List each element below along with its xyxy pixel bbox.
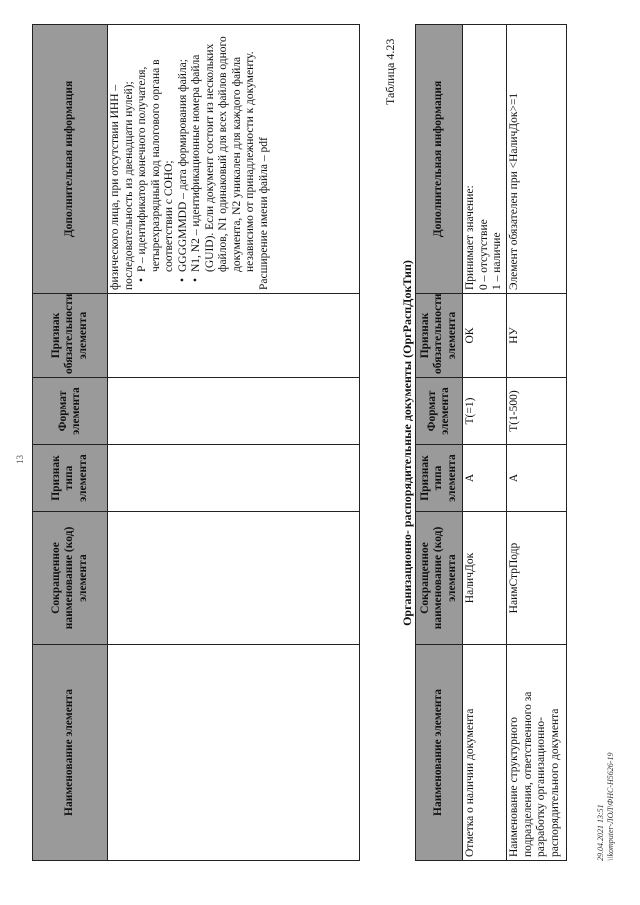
table-row	[507, 25, 567, 861]
cell-type: А	[507, 445, 567, 512]
info-bullet-n: • N1, N2 – идентификационные номера файла (GUID). Если документ состоит из нескольких файлов, N1 одинаковый для всех файлов одного документа, N2 уникален для каждого файла независимо от принадлежности к документу.	[190, 28, 258, 280]
table-row	[463, 25, 507, 861]
cell-info	[507, 25, 567, 294]
info-intro: физического лица, при отсутствии ИНН – последовательность из двенадцати нулей);	[109, 81, 135, 290]
table-row	[108, 25, 360, 861]
header-element-code: Сокращенное наименование (код) элемента	[416, 512, 463, 645]
table-org-docs	[415, 24, 567, 861]
header-element-required: Признак обязательности элемента	[416, 294, 463, 378]
header-element-name: Наименование элемента	[416, 645, 463, 861]
header-element-name: Наименование элемента	[33, 645, 108, 861]
header-element-required: Признак обязательности элемента	[33, 294, 108, 378]
info-line: 1 – наличие	[491, 232, 503, 290]
cell-info	[463, 25, 507, 294]
cell-type: А	[463, 445, 507, 512]
header-additional-info: Дополнительная информация	[33, 25, 108, 294]
header-element-type: Признак типа элемента	[416, 445, 463, 512]
cell-empty	[108, 294, 360, 378]
info-line: Элемент обязателен при <НаличДок>=1	[508, 92, 520, 290]
cell-empty	[108, 378, 360, 445]
cell-code: НаличДок	[463, 512, 507, 645]
cell-additional-info	[108, 25, 360, 294]
info-line: 0 – отсутствие	[477, 219, 490, 290]
cell-required: ОК	[463, 294, 507, 378]
cell-name: Наименование структурного подразделения, ответственного за разработку организационно-распорядительного документа	[507, 645, 567, 861]
cell-name: Отметка о наличии документа	[463, 645, 507, 861]
header-element-format: Формат элемента	[416, 378, 463, 445]
table-caption: Таблица 4.23	[383, 38, 397, 105]
cell-format: T(=1)	[463, 378, 507, 445]
info-list	[136, 28, 258, 290]
header-additional-info: Дополнительная информация	[416, 25, 463, 294]
cell-required: НУ	[507, 294, 567, 378]
footer-datetime: 29.04.2021 13:51	[596, 804, 605, 861]
header-element-type: Признак типа элемента	[33, 445, 108, 512]
table-continuation	[32, 24, 360, 861]
cell-empty	[108, 645, 360, 861]
cell-format: T(1-500)	[507, 378, 567, 445]
cell-empty	[108, 445, 360, 512]
footer-path: \\komputer-ЛОЛ\ФНС-Н5626-19	[606, 752, 615, 861]
table-title: Организационно- распорядительные документы (ОргРаспДокТип)	[400, 260, 414, 626]
info-line: Принимает значение:	[464, 185, 476, 290]
cell-empty	[108, 512, 360, 645]
footer-stamp	[596, 753, 616, 861]
page-number: 13	[15, 455, 25, 464]
cell-code: НаимСтрПодр	[507, 512, 567, 645]
info-extension: Расширение имени файла – pdf	[257, 137, 270, 290]
info-bullet-date: • GGGGMMDD – дата формирования файла;	[177, 28, 191, 280]
info-bullet-p: • P – идентификатор конечного получателя, четырехразрядный код налогового органа в соответствии с СОНО;	[136, 28, 177, 280]
header-element-format: Формат элемента	[33, 378, 108, 445]
header-element-code: Сокращенное наименование (код) элемента	[33, 512, 108, 645]
